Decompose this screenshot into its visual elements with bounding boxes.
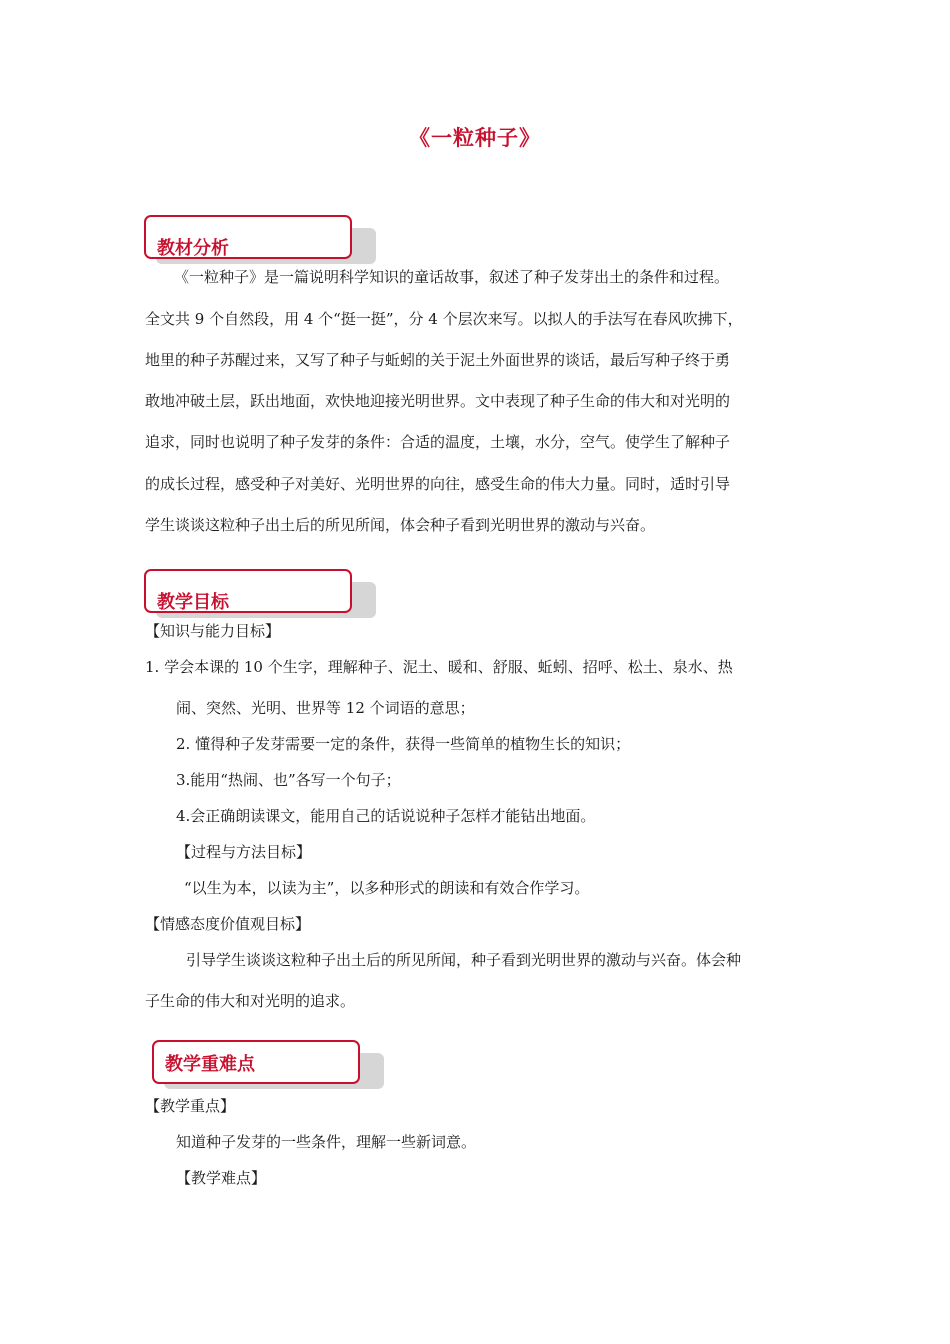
paragraph-line: 学生谈谈这粒种子出土后的所见所闻，体会种子看到光明世界的激动与兴奋。 <box>145 516 656 534</box>
emotion-goal-title: 【情感态度价值观目标】 <box>145 915 311 933</box>
paragraph-line: 敢地冲破土层，跃出地面，欢快地迎接光明世界。文中表现了种子生命的伟大和对光明的 <box>145 392 731 410</box>
heading-label: 教材分析 <box>157 238 229 259</box>
process-goal-text: “以生为本，以读为主”，以多种形式的朗读和有效合作学习。 <box>184 879 590 897</box>
focus-text: 知道种子发芽的一些条件，理解一些新词意。 <box>176 1133 477 1151</box>
paragraph-line: 地里的种子苏醒过来，又写了种子与蚯蚓的关于泥土外面世界的谈话，最后写种子终于勇 <box>145 351 731 369</box>
section-heading-keypoints <box>152 1040 384 1090</box>
paragraph-line: 追求，同时也说明了种子发芽的条件：合适的温度，土壤，水分，空气。使学生了解种子 <box>145 433 731 451</box>
emotion-goal-line: 引导学生谈谈这粒种子出土后的所见所闻，种子看到光明世界的激动与兴奋。体会种 <box>186 951 742 969</box>
goal-item-4: 4.会正确朗读课文，能用自己的话说说种子怎样才能钻出地面。 <box>176 807 596 825</box>
section-heading-analysis <box>144 215 376 265</box>
knowledge-goal-title: 【知识与能力目标】 <box>145 622 281 640</box>
process-goal-title: 【过程与方法目标】 <box>176 843 312 861</box>
paragraph-line: 全文共 9 个自然段，用 4 个“挺一挺”，分 4 个层次来写。以拟人的手法写在春风吹拂下， <box>145 310 743 328</box>
heading-label: 教学目标 <box>157 592 229 613</box>
goal-item-1-cont: 闹、突然、光明、世界等 12 个词语的意思； <box>176 699 475 717</box>
heading-label: 教学重难点 <box>165 1054 255 1075</box>
paragraph-line: 《一粒种子》是一篇说明科学知识的童话故事，叙述了种子发芽出土的条件和过程。 <box>174 268 730 286</box>
difficulty-title: 【教学难点】 <box>176 1169 267 1187</box>
focus-title: 【教学重点】 <box>145 1097 236 1115</box>
goal-item-1: 1. 学会本课的 10 个生字，理解种子、泥土、暖和、舒服、蚯蚓、招呼、松土、泉水、热 <box>145 658 733 676</box>
document-title: 《一粒种子》 <box>409 126 541 150</box>
section-heading-goals <box>144 569 376 619</box>
paragraph-line: 的成长过程，感受种子对美好、光明世界的向往，感受生命的伟大力量。同时，适时引导 <box>145 475 731 493</box>
goal-item-3: 3.能用“热闹、也”各写一个句子； <box>176 771 401 789</box>
goal-item-2: 2. 懂得种子发芽需要一定的条件，获得一些简单的植物生长的知识； <box>176 735 631 753</box>
emotion-goal-line: 子生命的伟大和对光明的追求。 <box>145 992 356 1010</box>
